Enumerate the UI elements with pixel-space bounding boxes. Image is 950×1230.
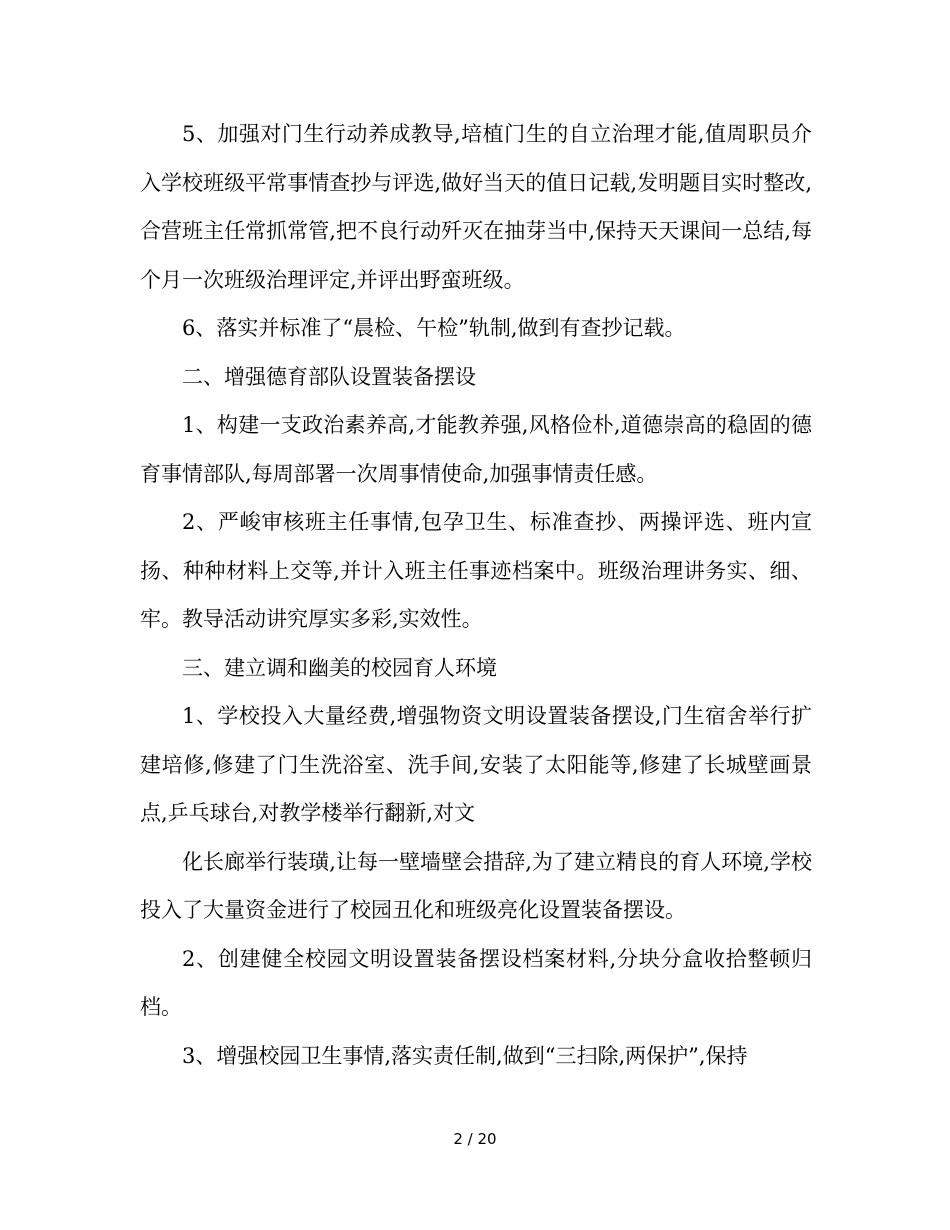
document-body <box>140 110 812 1080</box>
paragraph-continuation: 化长廊举行装璜,让每一壁墙壁会措辞,为了建立精良的育人环境,学校投入了大量资金进行了校园丑化和班级亮化设置装备摆设。 <box>140 849 812 922</box>
paragraph-item-3: 3、增强校园卫生事情,落实责任制,做到“三扫除,两保护”,保持 <box>182 1043 748 1068</box>
paragraph-item-5: 5、加强对门生行动养成教导,培植门生的自立治理才能,值周职员介入学校班级平常事情查抄与评选,做好当天的值日记载,发明题目实时整改,合营班主任常抓常管,把不良行动歼灭在抽芽当中,保持天天课间一总结,每个月一次班级治理评定,并评出野蛮班级。 <box>140 122 812 292</box>
section-heading-2: 二、增强德育部队设置装备摆设 <box>182 364 476 389</box>
section-heading-3: 三、建立调和幽美的校园育人环境 <box>182 655 497 680</box>
paragraph-item-1: 1、学校投入大量经费,增强物资文明设置装备摆设,门生宿舍举行扩建培修,修建了门生洗浴室、洗手间,安装了太阳能等,修建了长城壁画景点,乒乓球台,对教学楼举行翻新,对文 <box>140 704 812 825</box>
paragraph-item-1: 1、构建一支政治素养高,才能教养强,风格俭朴,道德崇高的稳固的德育事情部队,每周部署一次周事情使命,加强事情责任感。 <box>140 413 812 486</box>
paragraph-item-2: 2、创建健全校园文明设置装备摆设档案材料,分块分盒收拾整顿归档。 <box>140 946 812 1019</box>
paragraph-item-6: 6、落实并标准了“晨检、午检”轨制,做到有查抄记载。 <box>182 316 686 340</box>
paragraph-item-2: 2、严峻审核班主任事情,包孕卫生、标准查抄、两操评选、班内宣扬、种种材料上交等,并计入班主任事迹档案中。班级治理讲务实、细、牢。教导活动讲究厚实多彩,实效性。 <box>140 510 812 631</box>
page-number: 2 / 20 <box>453 1130 497 1148</box>
